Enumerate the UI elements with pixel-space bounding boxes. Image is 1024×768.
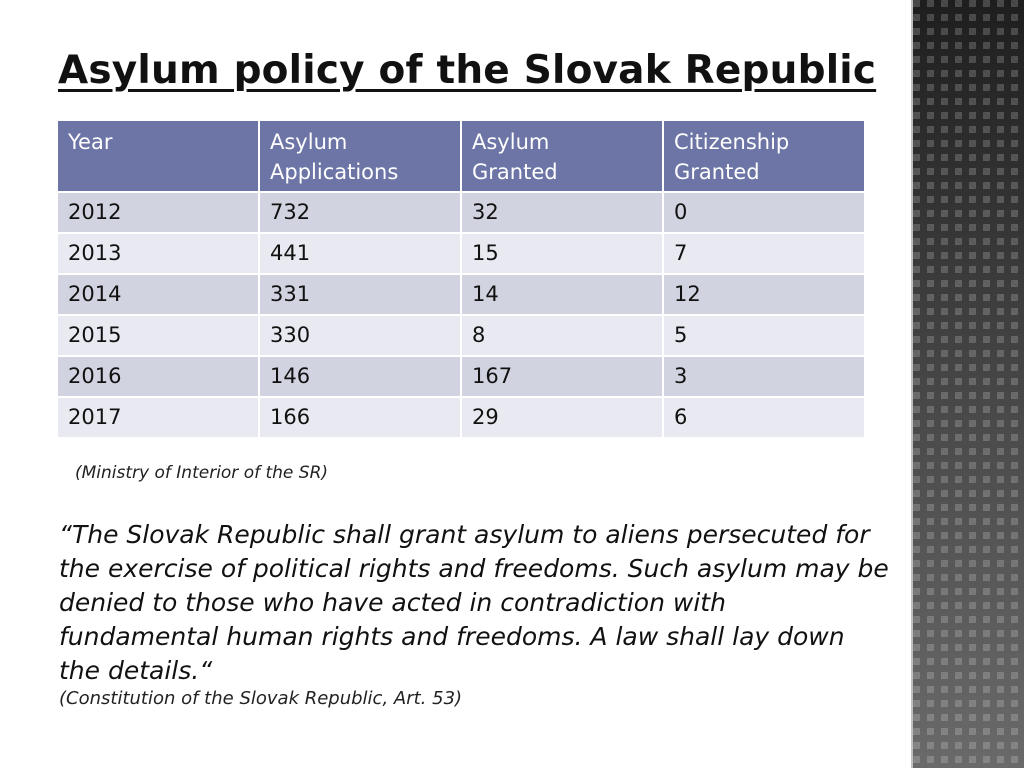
- cell-citizenship-granted: 12: [664, 275, 864, 314]
- cell-year: 2012: [58, 193, 258, 232]
- cell-asylum-granted: 167: [462, 357, 662, 396]
- header-year-label: Year: [68, 130, 113, 154]
- cell-citizenship-granted: 6: [664, 398, 864, 437]
- slide-title: Asylum policy of the Slovak Republic: [58, 48, 877, 93]
- cell-citizenship-granted: 0: [664, 193, 864, 232]
- header-asylum-applications: [260, 121, 460, 191]
- table-row: [58, 357, 864, 396]
- header-year: [58, 121, 258, 191]
- table-header-row: [58, 121, 864, 191]
- cell-asylum-applications: 732: [260, 193, 460, 232]
- table-row: [58, 193, 864, 232]
- cell-asylum-granted: 8: [462, 316, 662, 355]
- cell-asylum-applications: 146: [260, 357, 460, 396]
- header-asylum-applications-label: Asylum Applications: [270, 130, 399, 184]
- cell-asylum-granted: 15: [462, 234, 662, 273]
- cell-asylum-granted: 14: [462, 275, 662, 314]
- header-asylum-granted: [462, 121, 662, 191]
- cell-asylum-applications: 331: [260, 275, 460, 314]
- cell-asylum-applications: 330: [260, 316, 460, 355]
- cell-year: 2013: [58, 234, 258, 273]
- cell-year: 2015: [58, 316, 258, 355]
- cell-citizenship-granted: 5: [664, 316, 864, 355]
- table-row: [58, 316, 864, 355]
- cell-year: 2014: [58, 275, 258, 314]
- cell-asylum-applications: 166: [260, 398, 460, 437]
- header-citizenship-granted: [664, 121, 864, 191]
- cell-citizenship-granted: 3: [664, 357, 864, 396]
- asylum-statistics-table: [56, 119, 866, 439]
- table-row: [58, 398, 864, 437]
- cell-year: 2017: [58, 398, 258, 437]
- table-row: [58, 234, 864, 273]
- cell-asylum-applications: 441: [260, 234, 460, 273]
- cell-asylum-granted: 32: [462, 193, 662, 232]
- cell-asylum-granted: 29: [462, 398, 662, 437]
- quote-citation: (Constitution of the Slovak Republic, Art. 53): [59, 688, 463, 709]
- table-row: [58, 275, 864, 314]
- cell-year: 2016: [58, 357, 258, 396]
- header-asylum-granted-label: Asylum Granted: [472, 130, 558, 184]
- header-citizenship-granted-label: Citizenship Granted: [674, 130, 790, 184]
- table-source-note: (Ministry of Interior of the SR): [75, 463, 329, 483]
- cell-citizenship-granted: 7: [664, 234, 864, 273]
- constitution-quote: “The Slovak Republic shall grant asylum to aliens persecuted for the exercise of political rights and freedoms. Such asylum may be denied to those who have acted in contradiction with fundamental human rights and freedoms. A law shall lay down the details.“: [59, 520, 889, 685]
- decorative-side-band: [913, 0, 1024, 768]
